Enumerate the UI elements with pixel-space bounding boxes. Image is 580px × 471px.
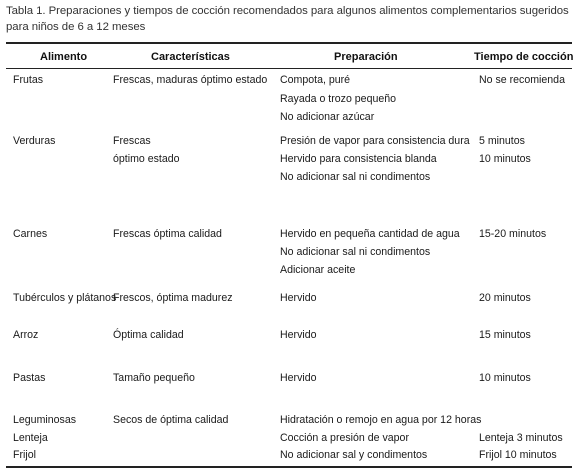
cell-verduras-preparacion-2: Hervido para consistencia blanda [280,153,437,165]
cell-leguminosas-alimento-2: Lenteja [13,432,48,444]
cell-verduras-preparacion-1: Presión de vapor para consistencia dura [280,135,470,147]
cell-frutas-caracteristicas: Frescas, maduras óptimo estado [113,74,268,86]
cell-verduras-tiempo-1: 5 minutos [479,135,525,147]
cell-carnes-preparacion-3: Adicionar aceite [280,264,356,276]
cell-leguminosas-tiempo-1: Lenteja 3 minutos [479,432,563,444]
cell-tuberculos-preparacion: Hervido [280,292,317,304]
cell-verduras-preparacion-3: No adicionar sal ni condimentos [280,171,431,183]
header-preparacion: Preparación [334,51,398,63]
cell-pastas-alimento: Pastas [13,372,46,384]
cell-tuberculos-alimento: Tubérculos y plátanos [13,292,117,304]
cell-tuberculos-caracteristicas: Frescos, óptima madurez [113,292,233,304]
cell-leguminosas-preparacion-2: Cocción a presión de vapor [280,432,409,444]
table-header-rule [6,68,572,69]
cell-arroz-alimento: Arroz [13,329,39,341]
cell-frutas-preparacion-2: Rayada o trozo pequeño [280,93,397,105]
cell-leguminosas-tiempo-2: Frijol 10 minutos [479,449,557,461]
header-caracteristicas: Características [151,51,230,63]
cell-verduras-caracteristicas-1: Frescas [113,135,151,147]
cell-frutas-tiempo: No se recomienda [479,74,565,86]
cell-arroz-caracteristicas: Óptima calidad [113,329,184,341]
cell-arroz-preparacion: Hervido [280,329,317,341]
cell-frutas-preparacion-3: No adicionar azúcar [280,111,375,123]
cell-leguminosas-caracteristicas: Secos de óptima calidad [113,414,229,426]
table-caption: Tabla 1. Preparaciones y tiempos de cocción recomendados para algunos alimentos complementarios sugeridos para niños de 6 a 12 meses [6,5,569,33]
cell-frutas-preparacion-1: Compota, puré [280,74,351,86]
cell-leguminosas-preparacion-1: Hidratación o remojo en agua por 12 horas [280,414,482,426]
table-top-rule [6,42,572,44]
cell-verduras-alimento: Verduras [13,135,56,147]
cell-pastas-caracteristicas: Tamaño pequeño [113,372,195,384]
cell-carnes-caracteristicas: Frescas óptima calidad [113,228,222,240]
cell-leguminosas-alimento-3: Frijol [13,449,36,461]
cell-leguminosas-alimento-1: Leguminosas [13,414,77,426]
cell-leguminosas-preparacion-3: No adicionar sal y condimentos [280,449,428,461]
cell-tuberculos-tiempo: 20 minutos [479,292,531,304]
header-tiempo: Tiempo de cocción [474,51,574,63]
cell-arroz-tiempo: 15 minutos [479,329,531,341]
cell-verduras-caracteristicas-2: óptimo estado [113,153,180,165]
cell-frutas-alimento: Frutas [13,74,44,86]
cell-carnes-tiempo: 15-20 minutos [479,228,547,240]
cell-carnes-preparacion-2: No adicionar sal ni condimentos [280,246,431,258]
cell-carnes-preparacion-1: Hervido en pequeña cantidad de agua [280,228,460,240]
cell-carnes-alimento: Carnes [13,228,48,240]
cell-verduras-tiempo-2: 10 minutos [479,153,531,165]
cell-pastas-tiempo: 10 minutos [479,372,531,384]
cell-pastas-preparacion: Hervido [280,372,317,384]
table-bottom-rule [6,466,572,468]
header-alimento: Alimento [40,51,88,63]
